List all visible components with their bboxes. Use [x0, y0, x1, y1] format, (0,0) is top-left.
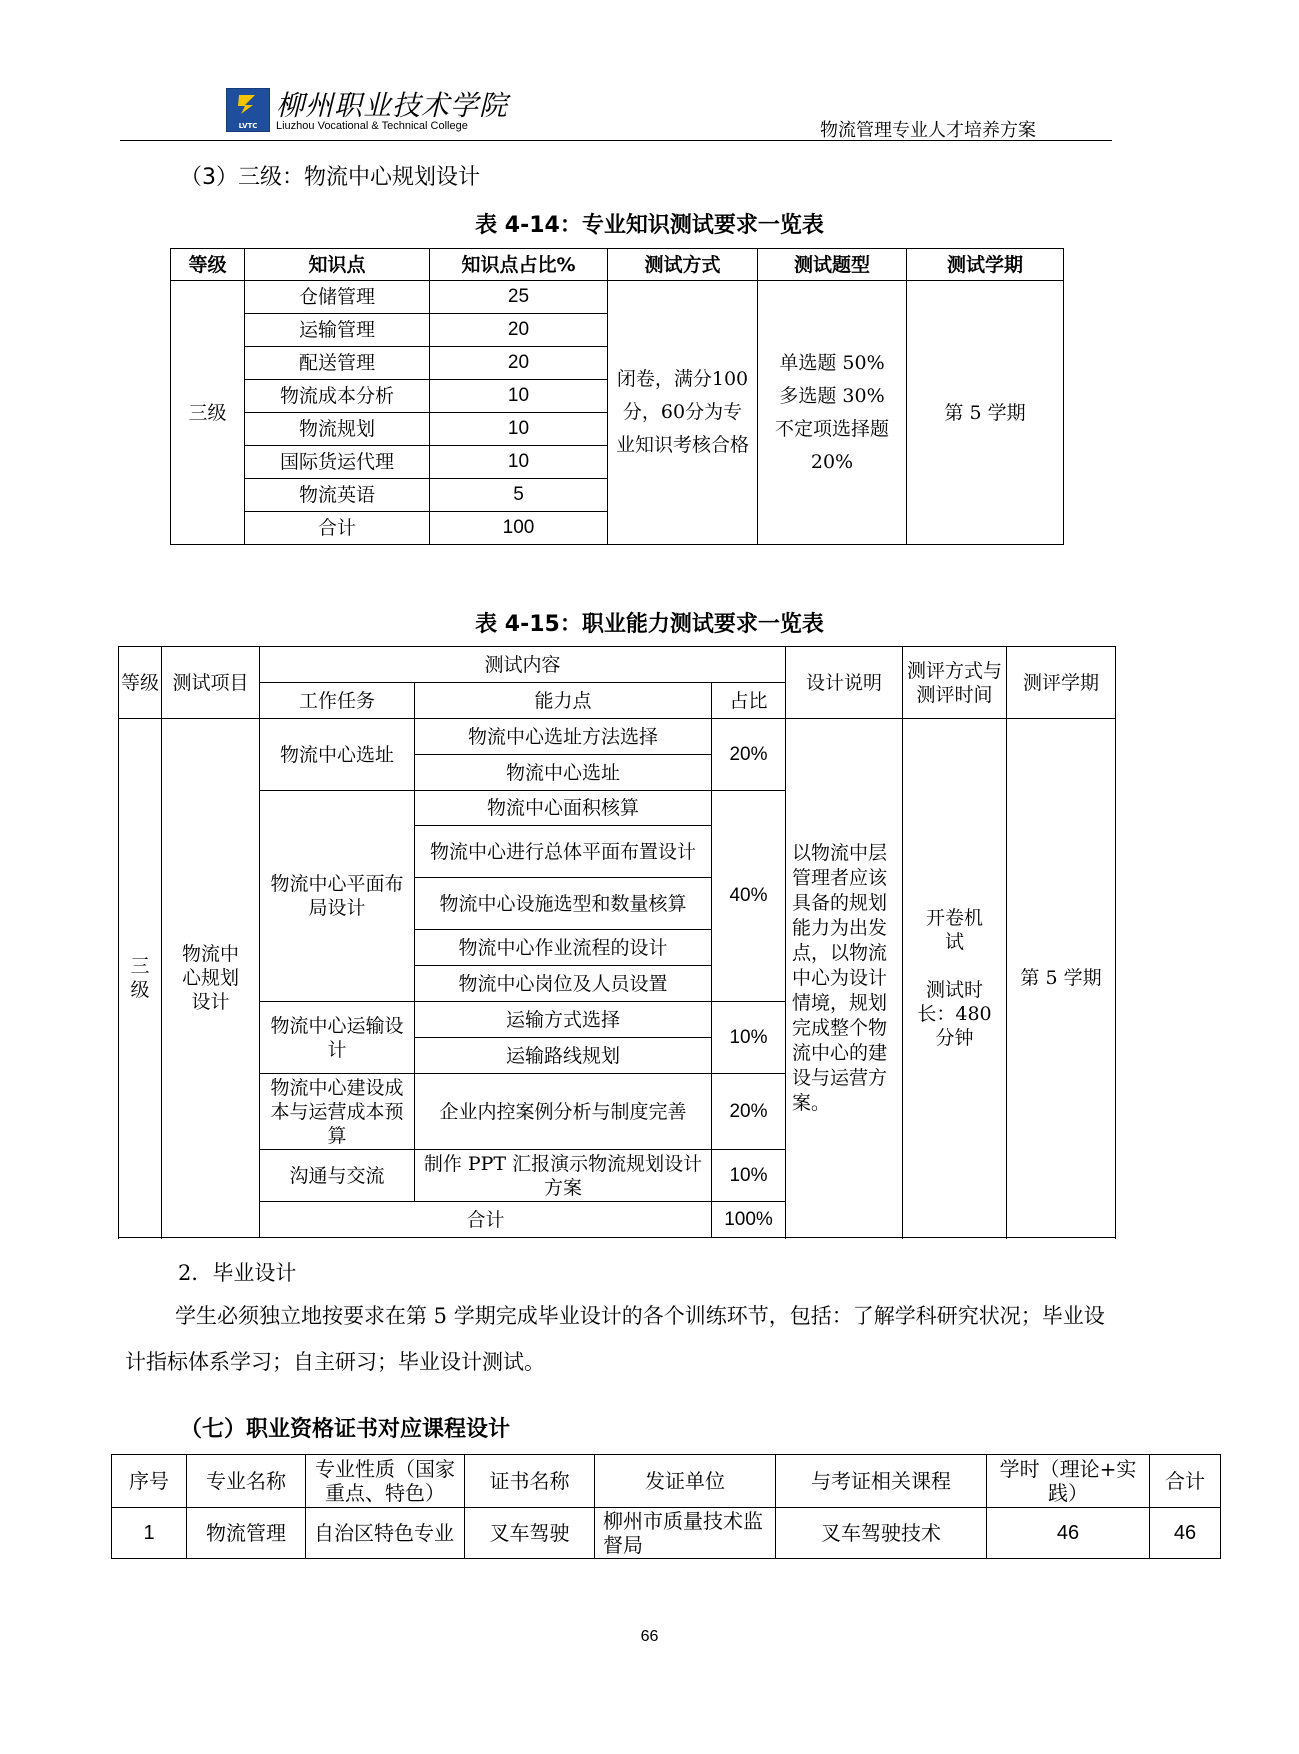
header-cell: 等级	[171, 249, 245, 281]
ability-cell: 运输方式选择	[415, 1002, 712, 1038]
ability-cell: 物流中心岗位及人员设置	[415, 966, 712, 1002]
cell-course: 叉车驾驶技术	[776, 1508, 987, 1559]
task-cell: 沟通与交流	[260, 1150, 415, 1202]
task-cell: 物流中心运输设计	[260, 1002, 415, 1074]
header-cell: 设计说明	[786, 647, 903, 719]
lightning-icon	[235, 93, 259, 115]
table-header-row	[119, 647, 1116, 683]
ability-cell: 制作 PPT 汇报演示物流规划设计方案	[415, 1150, 712, 1202]
section-heading-7: （七）职业资格证书对应课程设计	[180, 1417, 511, 1442]
knowledge-point: 合计	[245, 512, 430, 545]
ratio-cell: 40%	[712, 791, 786, 1002]
task-cell: 物流中心建设成本与运营成本预算	[260, 1074, 415, 1150]
header-cell: 占比	[712, 683, 786, 719]
knowledge-ratio: 25	[430, 281, 608, 314]
ability-cell: 物流中心设施选型和数量核算	[415, 878, 712, 930]
ratio-cell: 10%	[712, 1150, 786, 1202]
knowledge-point: 配送管理	[245, 347, 430, 380]
table-row	[171, 281, 1064, 314]
knowledge-point: 运输管理	[245, 314, 430, 347]
certificate-table	[111, 1454, 1221, 1559]
ability-cell: 企业内控案例分析与制度完善	[415, 1074, 712, 1150]
header-cell: 测评学期	[1007, 647, 1116, 719]
knowledge-ratio: 10	[430, 380, 608, 413]
ratio-cell: 20%	[712, 719, 786, 791]
header-cell: 专业名称	[187, 1455, 306, 1508]
table-row	[119, 719, 1116, 755]
cell-issuer: 柳州市质量技术监督局	[595, 1508, 776, 1559]
table-row	[112, 1508, 1221, 1559]
total-label: 合计	[260, 1202, 712, 1238]
method-spacer	[917, 954, 992, 978]
cell-hours: 46	[987, 1508, 1150, 1559]
semester-cell: 第 5 学期	[1007, 719, 1116, 1238]
level-cell: 三级	[119, 719, 162, 1238]
cell-nature: 自治区特色专业	[306, 1508, 465, 1559]
header-cell: 测试项目	[162, 647, 260, 719]
question-type: 单选题 50% 多选题 30% 不定项选择题 20%	[758, 281, 907, 545]
knowledge-point: 物流规划	[245, 413, 430, 446]
knowledge-ratio: 10	[430, 413, 608, 446]
ability-cell: 物流中心选址方法选择	[415, 719, 712, 755]
method-b: 测试时长：480分钟	[917, 979, 992, 1049]
header-cell: 测试学期	[907, 249, 1064, 281]
task-cell: 物流中心选址	[260, 719, 415, 791]
knowledge-ratio: 20	[430, 314, 608, 347]
cell-major: 物流管理	[187, 1508, 306, 1559]
method-a: 开卷机试	[926, 907, 984, 953]
header-divider	[120, 140, 1112, 141]
header-cell: 知识点占比%	[430, 249, 608, 281]
school-name-cn: 柳州职业技术学院	[276, 89, 509, 122]
header-cell: 测试方式	[608, 249, 758, 281]
test-item-cell: 物流中心规划设计	[162, 719, 260, 1238]
table-header-row	[171, 249, 1064, 281]
header-cell: 测评方式与测评时间	[903, 647, 1007, 719]
section-heading-level3: （3）三级：物流中心规划设计	[180, 165, 480, 190]
ability-cell: 运输路线规划	[415, 1038, 712, 1074]
table2-caption: 表 4-15：职业能力测试要求一览表	[475, 612, 824, 637]
cell-certificate: 叉车驾驶	[465, 1508, 595, 1559]
cell-index: 1	[112, 1508, 187, 1559]
graduation-text: 学生必须独立地按要求在第 5 学期完成毕业设计的各个训练环节，包括：了解学科研究状况；毕业设计指标体系学习；自主研习；毕业设计测试。	[125, 1304, 1105, 1374]
header-cell: 工作任务	[260, 683, 415, 719]
knowledge-ratio: 5	[430, 479, 608, 512]
school-logo	[226, 88, 270, 132]
test-semester: 第 5 学期	[907, 281, 1064, 545]
total-ratio: 100%	[712, 1202, 786, 1238]
cell-total: 46	[1150, 1508, 1221, 1559]
knowledge-ratio: 20	[430, 347, 608, 380]
graduation-title: 2．毕业设计	[178, 1261, 297, 1285]
school-name-en: Liuzhou Vocational & Technical College	[276, 120, 468, 132]
ability-cell: 物流中心面积核算	[415, 791, 712, 826]
ability-cell: 物流中心选址	[415, 755, 712, 791]
header-cell: 合计	[1150, 1455, 1221, 1508]
header-cell: 序号	[112, 1455, 187, 1508]
table1-caption: 表 4-14：专业知识测试要求一览表	[475, 213, 824, 238]
page-number: 66	[640, 1628, 659, 1645]
header-cell: 证书名称	[465, 1455, 595, 1508]
test-method: 闭卷，满分100分，60分为专业知识考核合格	[608, 281, 758, 545]
ratio-cell: 20%	[712, 1074, 786, 1150]
knowledge-point: 国际货运代理	[245, 446, 430, 479]
table-header-row	[112, 1455, 1221, 1508]
ability-test-table	[118, 646, 1116, 1238]
header-cell: 与考证相关课程	[776, 1455, 987, 1508]
header-cell: 测试内容	[260, 647, 786, 683]
knowledge-test-table	[170, 248, 1064, 545]
ability-cell: 物流中心作业流程的设计	[415, 930, 712, 966]
ratio-cell: 10%	[712, 1002, 786, 1074]
document-title: 物流管理专业人才培养方案	[820, 120, 1036, 141]
header-cell: 能力点	[415, 683, 712, 719]
knowledge-point: 仓储管理	[245, 281, 430, 314]
logo-abbr: LVTC	[238, 122, 258, 130]
ability-cell: 物流中心进行总体平面布置设计	[415, 826, 712, 878]
header-cell: 知识点	[245, 249, 430, 281]
header-cell: 学时（理论+实践）	[987, 1455, 1150, 1508]
knowledge-point: 物流成本分析	[245, 380, 430, 413]
knowledge-point: 物流英语	[245, 479, 430, 512]
knowledge-ratio: 100	[430, 512, 608, 545]
header-cell: 专业性质（国家重点、特色）	[306, 1455, 465, 1508]
header-cell: 发证单位	[595, 1455, 776, 1508]
level-cell: 三级	[171, 281, 245, 545]
knowledge-ratio: 10	[430, 446, 608, 479]
header-cell: 测试题型	[758, 249, 907, 281]
method-cell	[903, 719, 1007, 1238]
header-cell: 等级	[119, 647, 162, 719]
design-note-cell: 以物流中层管理者应该具备的规划能力为出发点，以物流中心为设计情境，规划完成整个物流中心的建设与运营方案。	[786, 719, 903, 1238]
task-cell: 物流中心平面布局设计	[260, 791, 415, 1002]
